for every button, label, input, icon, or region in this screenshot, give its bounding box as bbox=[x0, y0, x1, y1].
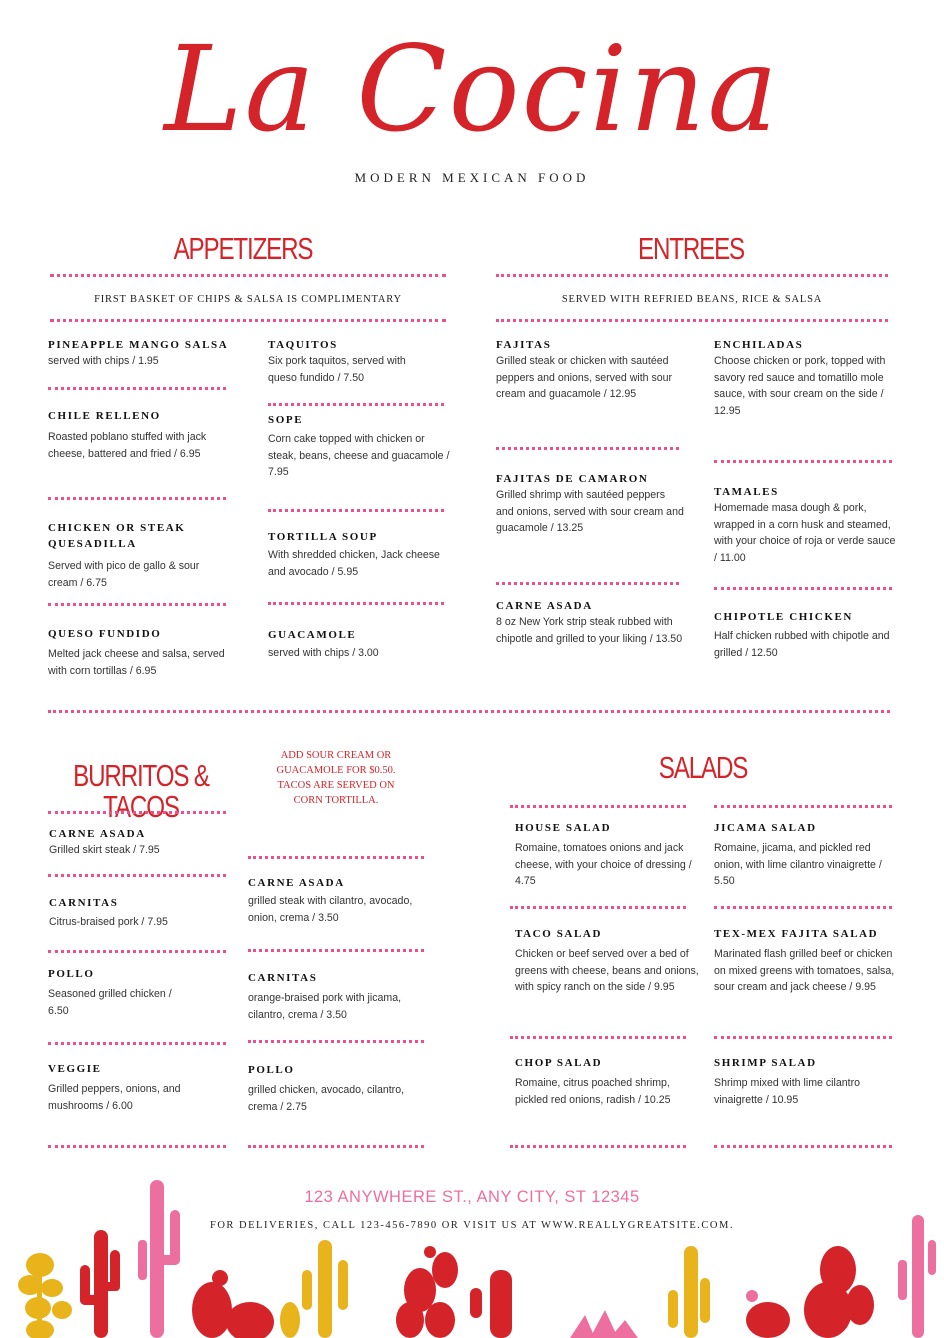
item-description: served with chips / 3.00 bbox=[268, 647, 379, 659]
item-description: grilled chicken, avocado, cilantro, crema / 2.75 bbox=[248, 1084, 405, 1113]
divider bbox=[714, 1145, 892, 1148]
item-description: Romaine, tomatoes onions and jack cheese, with your choice of dressing / 4.75 bbox=[515, 842, 692, 887]
divider bbox=[496, 447, 679, 450]
divider bbox=[510, 805, 686, 808]
divider bbox=[496, 274, 888, 277]
item-description: Melted jack cheese and salsa, served with corn tortillas / 6.95 bbox=[48, 648, 225, 677]
burritos-note: ADD SOUR CREAM OR GUACAMOLE FOR $0.50. TACOS ARE SERVED ON CORN TORTILLA. bbox=[276, 750, 396, 806]
menu-item bbox=[48, 408, 226, 462]
item-description: Six pork taquitos, served with queso fundido / 7.50 bbox=[268, 355, 406, 384]
item-name: CARNE ASADA bbox=[496, 600, 593, 612]
cactus-icon bbox=[804, 1246, 874, 1338]
menu-item bbox=[496, 471, 684, 537]
item-description: Romaine, citrus poached shrimp, pickled red onions, radish / 10.25 bbox=[515, 1077, 671, 1106]
divider bbox=[714, 460, 892, 463]
menu-item bbox=[48, 337, 238, 370]
item-description: served with chips / 1.95 bbox=[48, 355, 159, 367]
menu-item bbox=[248, 1062, 428, 1115]
item-name: TAMALES bbox=[714, 486, 779, 498]
item-description: Homemade masa dough & pork, wrapped in a corn husk and steamed, with your choice of roja or verde sauce / 11.00 bbox=[714, 502, 896, 564]
item-name: CHOP SALAD bbox=[515, 1057, 603, 1069]
tagline: MODERN MEXICAN FOOD bbox=[354, 170, 590, 185]
menu-item bbox=[49, 895, 229, 931]
divider bbox=[48, 950, 226, 953]
menu-item bbox=[515, 820, 700, 890]
item-name: CHICKEN OR STEAK QUESADILLA bbox=[48, 522, 186, 550]
menu-item bbox=[48, 626, 233, 679]
menu-item bbox=[714, 609, 902, 661]
item-description: Grilled steak or chicken with sautéed peppers and onions, served with sour cream and guacamole / 12.95 bbox=[496, 355, 673, 400]
menu-item bbox=[48, 966, 188, 1019]
divider bbox=[48, 1042, 226, 1045]
menu-item bbox=[49, 826, 229, 859]
item-name: CARNE ASADA bbox=[248, 877, 345, 889]
cactus-icon bbox=[138, 1180, 180, 1338]
item-description: Romaine, jicama, and pickled red onion, with lime cilantro vinaigrette / 5.50 bbox=[714, 842, 882, 887]
item-name: CARNITAS bbox=[248, 972, 318, 984]
section-divider bbox=[48, 710, 890, 713]
divider bbox=[714, 1036, 892, 1039]
divider bbox=[496, 582, 679, 585]
item-description: Half chicken rubbed with chipotle and grilled / 12.50 bbox=[714, 630, 890, 659]
restaurant-logo: La Cocina bbox=[164, 20, 780, 158]
divider bbox=[48, 603, 226, 606]
appetizers-title: APPETIZERS bbox=[173, 231, 313, 266]
divider bbox=[714, 587, 892, 590]
item-name: JICAMA SALAD bbox=[714, 822, 817, 834]
cactus-icon bbox=[898, 1215, 936, 1338]
item-name: FAJITAS DE CAMARON bbox=[496, 473, 649, 485]
item-description: Grilled peppers, onions, and mushrooms / 6.00 bbox=[48, 1083, 181, 1112]
item-name: CARNE ASADA bbox=[49, 828, 146, 840]
entrees-note: SERVED WITH REFRIED BEANS, RICE & SALSA bbox=[561, 294, 823, 305]
item-description: 8 oz New York strip steak rubbed with chipotle and grilled to your liking / 13.50 bbox=[496, 616, 683, 645]
item-name: POLLO bbox=[248, 1064, 295, 1076]
menu-item bbox=[268, 627, 448, 662]
item-description: Marinated flash grilled beef or chicken on mixed greens with tomatoes, salsa, sour cream and jack cheese / 9.95 bbox=[714, 948, 895, 993]
menu-item bbox=[515, 926, 700, 996]
item-name: SHRIMP SALAD bbox=[714, 1057, 817, 1069]
item-description: Citrus-braised pork / 7.95 bbox=[49, 916, 168, 928]
divider bbox=[268, 602, 444, 605]
entrees-title: ENTREES bbox=[637, 231, 745, 266]
item-name: TORTILLA SOUP bbox=[268, 531, 378, 543]
menu-item bbox=[714, 820, 899, 890]
divider bbox=[48, 497, 226, 500]
item-name: SOPE bbox=[268, 414, 304, 426]
menu-item bbox=[714, 337, 892, 419]
delivery-info: FOR DELIVERIES, CALL 123-456-7890 OR VISIT US AT WWW.REALLYGREATSITE.COM. bbox=[210, 1220, 734, 1231]
item-name: CARNITAS bbox=[49, 897, 119, 909]
item-name: TEX-MEX FAJITA SALAD bbox=[714, 928, 879, 940]
item-description: Served with pico de gallo & sour cream / 6.75 bbox=[48, 560, 200, 589]
item-description: Seasoned grilled chicken / 6.50 bbox=[48, 988, 172, 1017]
menu-item bbox=[268, 412, 454, 481]
item-description: orange-braised pork with jicama, cilantro, crema / 3.50 bbox=[248, 992, 402, 1021]
appetizers-note: FIRST BASKET OF CHIPS & SALSA IS COMPLIMENTARY bbox=[94, 294, 402, 305]
menu-item bbox=[48, 520, 226, 591]
divider bbox=[48, 874, 226, 877]
menu-item bbox=[496, 337, 686, 403]
salads-title: SALADS bbox=[658, 750, 748, 785]
menu-item bbox=[248, 875, 428, 926]
item-description: Corn cake topped with chicken or steak, beans, cheese and guacamole / 7.95 bbox=[268, 433, 450, 478]
cactus-icon bbox=[396, 1246, 458, 1338]
menu-item bbox=[714, 926, 899, 996]
divider bbox=[248, 1040, 424, 1043]
cactus-icon bbox=[570, 1310, 638, 1338]
address: 123 ANYWHERE ST., ANY CITY, ST 12345 bbox=[304, 1188, 640, 1206]
item-description: Choose chicken or pork, topped with savory red sauce and tomatillo mole sauce, with sour cream on the side / 12.95 bbox=[714, 355, 886, 417]
divider bbox=[50, 274, 446, 277]
divider bbox=[248, 856, 424, 859]
cactus-icon bbox=[18, 1253, 72, 1338]
divider bbox=[268, 509, 444, 512]
divider bbox=[714, 906, 892, 909]
item-description: Roasted poblano stuffed with jack cheese, battered and fried / 6.95 bbox=[48, 431, 207, 460]
item-description: Shrimp mixed with lime cilantro vinaigrette / 10.95 bbox=[714, 1077, 861, 1106]
divider bbox=[48, 387, 226, 390]
menu-item bbox=[714, 1055, 894, 1108]
item-description: With shredded chicken, Jack cheese and avocado / 5.95 bbox=[268, 549, 440, 578]
item-name: HOUSE SALAD bbox=[515, 822, 612, 834]
item-name: QUESO FUNDIDO bbox=[48, 628, 162, 640]
menu-item bbox=[268, 337, 428, 386]
menu-item bbox=[714, 484, 898, 566]
item-description: Chicken or beef served over a bed of greens with cheese, beans and onions, with spicy ranch on the side / 9.95 bbox=[515, 948, 699, 993]
item-name: TAQUITOS bbox=[268, 339, 338, 351]
divider bbox=[510, 906, 686, 909]
cactus-illustration bbox=[0, 1170, 944, 1338]
item-name: CHIPOTLE CHICKEN bbox=[714, 611, 853, 623]
item-description: Grilled skirt steak / 7.95 bbox=[49, 844, 160, 856]
item-description: Grilled shrimp with sautéed peppers and onions, served with sour cream and guacamole / 13.25 bbox=[496, 489, 684, 534]
cactus-icon bbox=[668, 1246, 710, 1338]
divider bbox=[510, 1145, 686, 1148]
cactus-icon bbox=[746, 1290, 790, 1338]
item-name: PINEAPPLE MANGO SALSA bbox=[48, 339, 229, 351]
divider bbox=[248, 1145, 424, 1148]
cactus-icon bbox=[192, 1270, 274, 1338]
divider bbox=[268, 403, 444, 406]
item-name: ENCHILADAS bbox=[714, 339, 804, 351]
item-name: VEGGIE bbox=[48, 1063, 102, 1075]
menu-item bbox=[48, 1061, 198, 1114]
item-name: POLLO bbox=[48, 968, 95, 980]
item-description: grilled steak with cilantro, avocado, onion, crema / 3.50 bbox=[248, 895, 413, 924]
item-name: FAJITAS bbox=[496, 339, 552, 351]
menu-item bbox=[248, 970, 428, 1023]
burritos-tacos-title: BURRITOS & TACOS bbox=[73, 758, 209, 824]
menu-item bbox=[268, 529, 448, 580]
menu-item bbox=[496, 598, 686, 647]
item-name: TACO SALAD bbox=[515, 928, 603, 940]
item-name: CHILE RELLENO bbox=[48, 410, 161, 422]
divider bbox=[50, 319, 446, 322]
divider bbox=[496, 319, 888, 322]
cactus-icon bbox=[280, 1240, 348, 1338]
menu-item bbox=[515, 1055, 700, 1108]
divider bbox=[714, 805, 892, 808]
divider bbox=[510, 1036, 686, 1039]
divider bbox=[248, 949, 424, 952]
divider bbox=[48, 811, 226, 814]
cactus-icon bbox=[470, 1270, 512, 1338]
divider bbox=[48, 1145, 226, 1148]
cactus-icon bbox=[80, 1230, 120, 1338]
item-name: GUACAMOLE bbox=[268, 629, 357, 641]
